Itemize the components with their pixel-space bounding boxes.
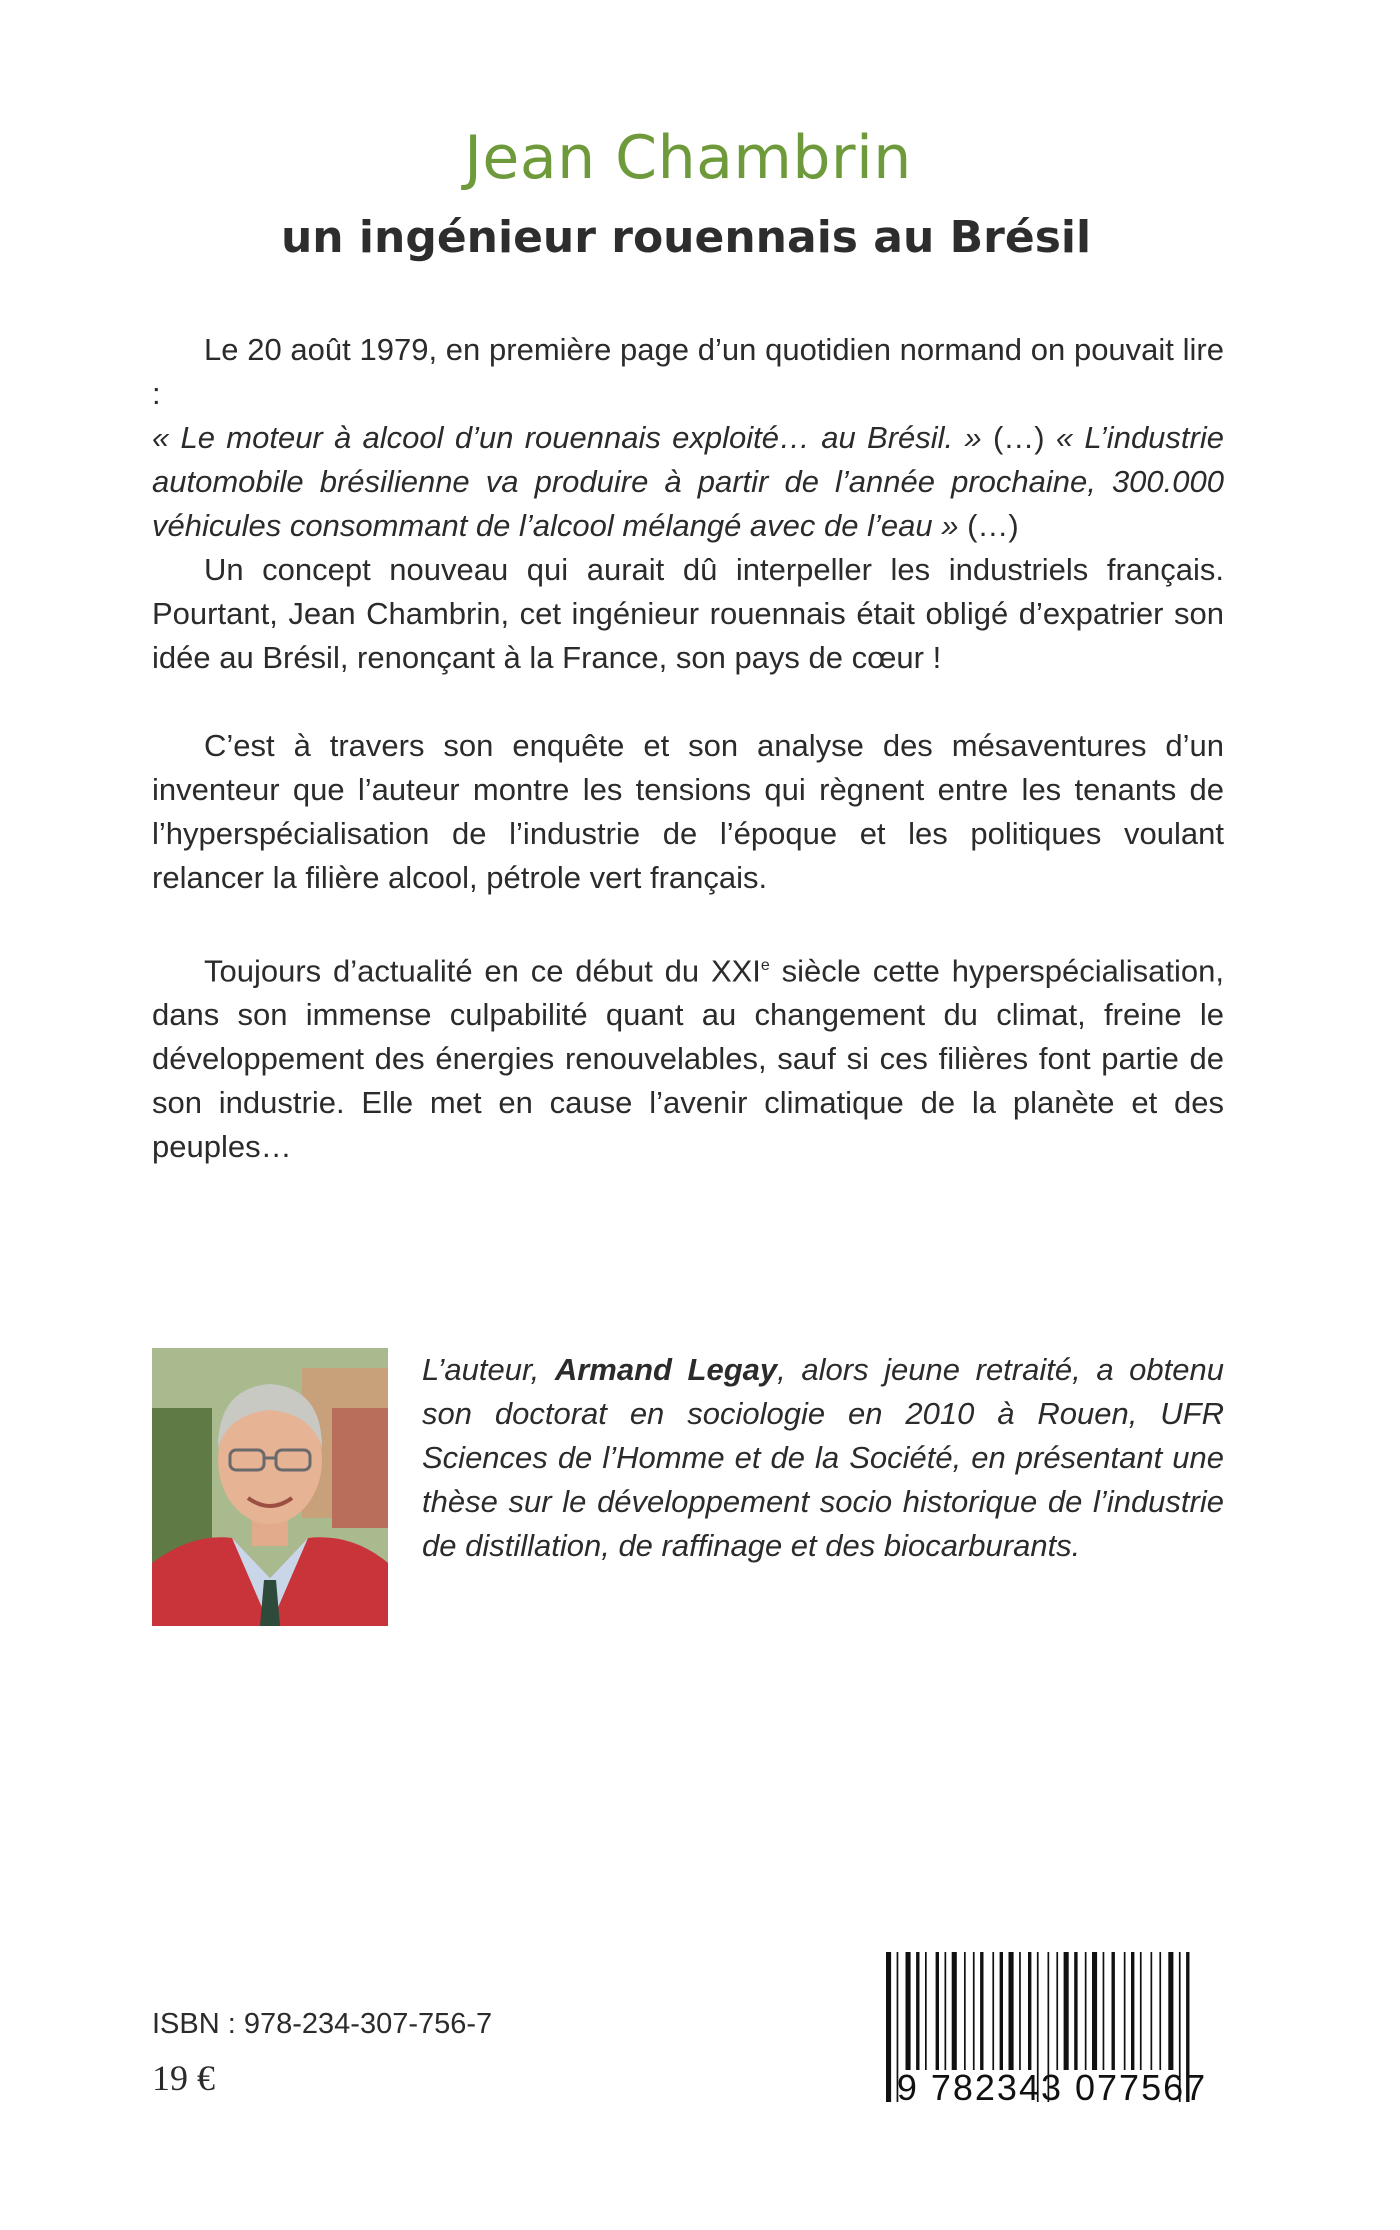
barcode-bar <box>1064 1952 1069 2070</box>
paragraph-4 <box>152 944 1224 1169</box>
barcode-bar <box>1140 1952 1142 2070</box>
barcode-bar <box>1159 1952 1161 2070</box>
price: 19 € <box>152 2058 215 2098</box>
barcode-bar <box>1124 1952 1126 2070</box>
newspaper-quote-1: « Le moteur à alcool d’un rouennais exploité… au Brésil. » <box>152 420 982 455</box>
barcode-bar <box>936 1952 939 2070</box>
barcode-bar <box>1028 1952 1031 2070</box>
newspaper-quote-2: « L’industrie automobile brésilienne va produire à partir de l’année prochaine, 300.000 véhicules consommant de l’alcool mélangé avec de l’eau » <box>152 420 1224 543</box>
barcode-bar <box>1056 1952 1058 2070</box>
ellipsis-1: (…) <box>981 420 1056 455</box>
barcode-bar <box>1019 1952 1021 2070</box>
ellipsis-2: (…) <box>958 508 1019 543</box>
barcode-bar <box>916 1952 919 2070</box>
author-bio <box>422 1348 1224 1568</box>
paragraph-4-start: Toujours d’actualité en ce début du XXI <box>204 953 761 989</box>
book-subtitle: un ingénieur rouennais au Brésil <box>280 212 1092 263</box>
barcode-bar <box>980 1952 983 2070</box>
barcode-bar <box>1151 1952 1153 2070</box>
barcode-bar <box>1085 1952 1087 2070</box>
barcode-bar <box>945 1952 947 2070</box>
barcode-bar <box>992 1952 994 2070</box>
barcode-bar <box>1092 1952 1097 2070</box>
paragraph-2: Un concept nouveau qui aurait dû interpeller les industriels français. Pourtant, Jean Chambrin, cet ingénieur rouennais était obligé d’expatrier son idée au Brésil, renonçant à la France, son pays de cœur ! <box>152 552 1224 675</box>
isbn: ISBN : 978-234-307-756-7 <box>152 2008 493 2040</box>
author-bio-text: , alors jeune retraité, a obtenu son doctorat en sociologie en 2010 à Rouen, UFR Sciences de l’Homme et de la Société, en présentant une thèse sur le développement socio historique de l’industrie de distillation, de raffinage et des biocarburants. <box>422 1352 1224 1563</box>
century-superscript: e <box>760 957 770 974</box>
barcode-bar <box>906 1952 911 2070</box>
barcode-bar <box>1168 1952 1173 2070</box>
author-bio-intro: L’auteur, <box>422 1352 555 1387</box>
barcode-bar <box>1103 1952 1105 2070</box>
author-portrait-illustration <box>152 1348 388 1626</box>
author-photo <box>152 1348 388 1626</box>
barcode-bar <box>964 1952 966 2070</box>
barcode-bar <box>1112 1952 1115 2070</box>
barcode-bar <box>1009 1952 1014 2070</box>
barcode-bar <box>1131 1952 1134 2070</box>
paragraph-1 <box>152 328 1224 548</box>
barcode-bar <box>952 1952 957 2070</box>
author-name: Armand Legay <box>554 1352 778 1387</box>
barcode-bar <box>925 1952 927 2070</box>
paragraph-gap <box>152 680 1224 724</box>
barcode-digits: 9 782343 077567 <box>896 2067 1208 2108</box>
paragraph-1-intro: Le 20 août 1979, en première page d’un quotidien normand on pouvait lire : <box>152 332 1224 411</box>
barcode-bar <box>973 1952 975 2070</box>
paragraph-gap <box>152 900 1224 944</box>
back-cover-blurb <box>152 328 1224 1169</box>
barcode-bar <box>1074 1952 1077 2070</box>
book-title: Jean Chambrin <box>464 123 912 193</box>
paragraph-4-end: siècle cette hyperspécialisation, dans son immense culpabilité quant au changement du climat, freine le développement des énergies renouvelables, sauf si ces filières font partie de son industrie. Elle met en cause l’avenir climatique de la planète et des peuples… <box>152 953 1224 1165</box>
paragraph-3: C’est à travers son enquête et son analyse des mésaventures d’un inventeur que l’auteur montre les tensions qui règnent entre les tenants de l’hyperspécialisation de l’industrie de l’époque et les politiques voulant relancer la filière alcool, pétrole vert français. <box>152 728 1224 895</box>
barcode-bar <box>1000 1952 1003 2070</box>
author-section <box>152 1348 1224 1628</box>
